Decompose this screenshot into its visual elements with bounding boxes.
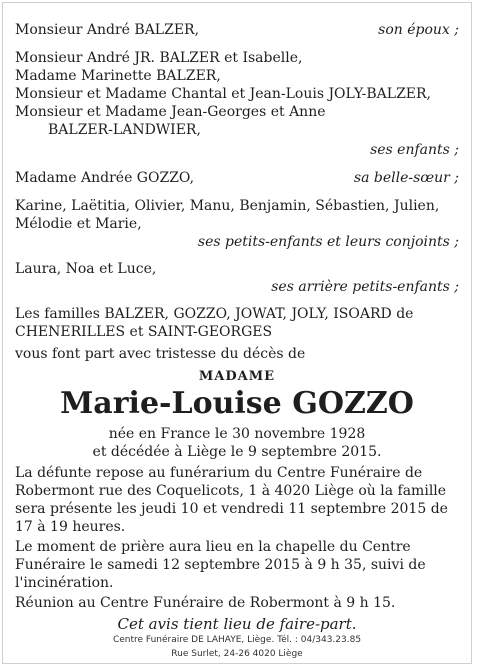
belle-soeur-name: Madame Andrée GOZZO, (15, 170, 195, 186)
detail-line-8: Réunion au Centre Funéraire de Robermont à 9 h 15. (15, 595, 396, 611)
detail-line-5: Le moment de prière aura lieu en la chapelle du Centre (15, 539, 411, 555)
families-line-3: vous font part avec tristesse du décès de (15, 346, 306, 362)
death-line: et décédée à Liège le 9 septembre 2015. (92, 444, 382, 460)
child-line-4: Monsieur et Madame Jean-Georges et Anne (15, 104, 326, 120)
grandchildren-role: ses petits-enfants et leurs conjoints ; (197, 234, 459, 250)
detail-line-6: Funéraire le samedi 12 septembre 2015 à 9 h 35, suivi de (15, 557, 426, 573)
detail-line-2: Robermont rue des Coquelicots, 1 à 4020 Liège où la famille (15, 483, 447, 499)
grandchildren-line-2: Mélodie et Marie, (15, 216, 142, 232)
spouse-name: Monsieur André BALZER, (15, 22, 200, 38)
faire-part-notice: Cet avis tient lieu de faire-part. (117, 615, 357, 633)
detail-line-7: l'incinération. (15, 575, 114, 591)
detail-line-1: La défunte repose au funérarium du Centre Funéraire de (15, 465, 423, 481)
child-line-3: Monsieur et Madame Chantal et Jean-Louis JOLY-BALZER, (15, 86, 432, 102)
funeral-home-line-1: Centre Funéraire DE LAHAYE, Liège. Tél. : 04/343.23.85 (112, 635, 362, 645)
belle-soeur-row (15, 169, 459, 187)
child-line-2: Madame Marinette BALZER, (15, 68, 221, 84)
great-grandchildren-role: ses arrière petits-enfants ; (271, 279, 459, 295)
belle-soeur-role: sa belle-sœur ; (353, 170, 459, 186)
child-line-5: BALZER-LANDWIER, (48, 122, 201, 138)
families-line-2: CHENERILLES et SAINT-GEORGES (15, 324, 273, 340)
spouse-role: son époux ; (378, 22, 459, 38)
grandchildren-line-1: Karine, Laëtitia, Olivier, Manu, Benjamin, Sébastien, Julien, (15, 198, 440, 214)
birth-line: née en France le 30 novembre 1928 (108, 426, 366, 442)
detail-line-3: sera présente les jeudi 10 et vendredi 11 septembre 2015 de (15, 501, 448, 517)
spouse-row (15, 21, 459, 39)
child-line-1: Monsieur André JR. BALZER et Isabelle, (15, 50, 303, 66)
detail-line-4: 17 à 19 heures. (15, 519, 126, 535)
deceased-name: Marie-Louise GOZZO (60, 386, 414, 421)
funeral-home-line-2: Rue Surlet, 24-26 4020 Liège (171, 649, 303, 659)
deceased-title: MADAME (198, 369, 276, 384)
children-role: ses enfants ; (370, 142, 459, 158)
obituary-card (2, 2, 472, 664)
families-line-1: Les familles BALZER, GOZZO, JOWAT, JOLY, ISOARD de (15, 306, 414, 322)
great-grandchildren-line: Laura, Noa et Luce, (15, 261, 157, 277)
